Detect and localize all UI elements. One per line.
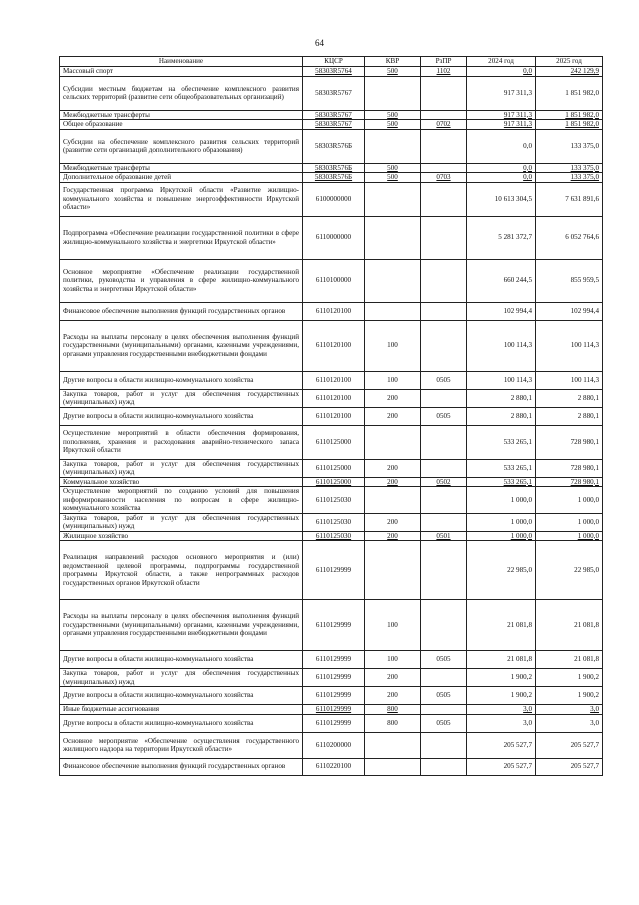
cell-2025: 133 375,0 [536,173,603,183]
cell-kcsr: 58303R576Б [303,173,365,183]
cell-kcsr: 6110125000 [303,459,365,477]
cell-name: Закупка товаров, работ и услуг для обеспечения государственных (муниципальных) нужд [60,513,303,531]
cell-kvr [365,182,421,216]
cell-rzpr: 1102 [421,67,467,77]
cell-kvr: 200 [365,389,421,407]
cell-name: Общее образование [60,120,303,130]
cell-2024: 1 000,0 [467,513,536,531]
cell-kcsr: 6110120100 [303,302,365,320]
table-row [60,732,603,758]
cell-kcsr: 6110129999 [303,651,365,669]
cell-name: Субсидии на обеспечение комплексного развития сельских территорий (развитие сети организаций дополнительного образования) [60,129,303,163]
cell-2024: 533 265,1 [467,477,536,487]
cell-2024: 100 114,3 [467,371,536,389]
cell-kvr [365,129,421,163]
cell-kcsr: 6110129999 [303,705,365,715]
table-row [60,651,603,669]
cell-kcsr: 6110125000 [303,425,365,459]
cell-name: Осуществление мероприятий в области обеспечения формирования, пополнения, хранения и расходования аварийно-технического запаса Иркутской области [60,425,303,459]
cell-2024: 0,0 [467,163,536,173]
cell-kvr: 500 [365,110,421,120]
cell-kcsr: 6110200000 [303,732,365,758]
cell-2025: 7 631 891,6 [536,182,603,216]
cell-2024: 917 311,3 [467,110,536,120]
cell-2024: 533 265,1 [467,459,536,477]
cell-kvr: 200 [365,531,421,541]
cell-kcsr: 6110120100 [303,320,365,371]
cell-kcsr: 6110125000 [303,477,365,487]
cell-name: Межбюджетные трансферты [60,163,303,173]
cell-kvr [365,541,421,600]
cell-rzpr [421,259,467,302]
table-row [60,687,603,705]
cell-2025: 21 081,8 [536,600,603,651]
table-row [60,758,603,775]
table-row [60,76,603,110]
cell-2024: 0,0 [467,129,536,163]
cell-name: Подпрограмма «Обеспечение реализации государственной политики в сфере жилищно-коммунального хозяйства и энергетики Иркутской области» [60,216,303,259]
cell-2025: 6 052 764,6 [536,216,603,259]
cell-2024: 2 880,1 [467,389,536,407]
cell-2025: 728 980,1 [536,477,603,487]
cell-2025: 1 900,2 [536,687,603,705]
table-row [60,600,603,651]
cell-kvr: 500 [365,67,421,77]
cell-kcsr: 6110129999 [303,687,365,705]
cell-2025: 1 851 982,0 [536,76,603,110]
cell-2024: 22 985,0 [467,541,536,600]
cell-kvr [365,259,421,302]
cell-2024: 5 281 372,7 [467,216,536,259]
cell-rzpr: 0505 [421,687,467,705]
cell-2025: 1 900,2 [536,669,603,687]
cell-2025: 1 851 982,0 [536,110,603,120]
cell-2024: 1 900,2 [467,687,536,705]
table-row [60,120,603,130]
cell-name: Основное мероприятие «Обеспечение осуществления государственного жилищного надзора на территории Иркутской области» [60,732,303,758]
cell-kvr: 100 [365,600,421,651]
cell-2024: 10 613 304,5 [467,182,536,216]
cell-2024: 3,0 [467,705,536,715]
cell-kcsr: 58303R5767 [303,76,365,110]
table-row [60,371,603,389]
cell-kcsr: 6110125030 [303,487,365,514]
budget-table [59,56,603,776]
cell-kvr [365,758,421,775]
cell-2024: 917 311,3 [467,120,536,130]
cell-2025: 205 527,7 [536,732,603,758]
cell-2024: 0,0 [467,67,536,77]
table-row [60,216,603,259]
cell-2025: 1 000,0 [536,513,603,531]
cell-2025: 728 980,1 [536,459,603,477]
cell-2024: 1 000,0 [467,531,536,541]
cell-rzpr: 0505 [421,714,467,732]
cell-2025: 242 129,9 [536,67,603,77]
cell-kcsr: 6110120100 [303,371,365,389]
cell-rzpr [421,513,467,531]
table-row [60,513,603,531]
cell-2024: 3,0 [467,714,536,732]
cell-2024: 100 114,3 [467,320,536,371]
cell-2024: 0,0 [467,173,536,183]
cell-kcsr: 6110125030 [303,531,365,541]
cell-name: Другие вопросы в области жилищно-коммунального хозяйства [60,714,303,732]
cell-rzpr [421,487,467,514]
cell-kcsr: 6100000000 [303,182,365,216]
cell-kvr: 500 [365,163,421,173]
cell-rzpr [421,320,467,371]
cell-2025: 2 880,1 [536,389,603,407]
table-row [60,541,603,600]
cell-kvr: 500 [365,120,421,130]
table-row [60,182,603,216]
table-row [60,705,603,715]
cell-rzpr: 0502 [421,477,467,487]
cell-rzpr: 0702 [421,120,467,130]
header-name: Наименование [60,57,303,67]
cell-2024: 205 527,7 [467,732,536,758]
cell-name: Другие вопросы в области жилищно-коммунального хозяйства [60,651,303,669]
cell-2024: 660 244,5 [467,259,536,302]
table-row [60,173,603,183]
cell-name: Реализация направлений расходов основного мероприятия и (или) ведомственной целевой программы, подпрограммы государственной программы Иркутской области, а также непрограммных расходов государственных органов Иркутской области [60,541,303,600]
cell-kvr: 800 [365,714,421,732]
cell-2025: 133 375,0 [536,129,603,163]
cell-2024: 21 081,8 [467,651,536,669]
cell-kvr: 200 [365,687,421,705]
cell-kvr [365,76,421,110]
cell-rzpr [421,216,467,259]
cell-kcsr: 6110125030 [303,513,365,531]
cell-kvr: 200 [365,459,421,477]
cell-kvr: 100 [365,371,421,389]
page-number: 64 [315,38,324,48]
cell-2025: 1 000,0 [536,531,603,541]
cell-rzpr [421,302,467,320]
table-row [60,320,603,371]
cell-kcsr: 58303R576Б [303,163,365,173]
cell-kcsr: 6110220100 [303,758,365,775]
cell-2024: 917 311,3 [467,76,536,110]
cell-2025: 100 114,3 [536,371,603,389]
cell-2024: 1 900,2 [467,669,536,687]
cell-2025: 3,0 [536,705,603,715]
cell-kvr: 100 [365,320,421,371]
table-row [60,669,603,687]
cell-rzpr [421,459,467,477]
cell-kcsr: 6110129999 [303,714,365,732]
cell-2025: 205 527,7 [536,758,603,775]
cell-2025: 2 880,1 [536,407,603,425]
table-row [60,531,603,541]
cell-name: Жилищное хозяйство [60,531,303,541]
cell-2025: 100 114,3 [536,320,603,371]
cell-rzpr [421,129,467,163]
table-row [60,425,603,459]
cell-rzpr: 0703 [421,173,467,183]
cell-kvr: 200 [365,513,421,531]
cell-name: Иные бюджетные ассигнования [60,705,303,715]
cell-kvr: 800 [365,705,421,715]
table-row [60,459,603,477]
table-row [60,477,603,487]
cell-kcsr: 6110129999 [303,541,365,600]
cell-name: Основное мероприятие «Обеспечение реализации государственной политики, руководства и управления в сфере жилищно-коммунального хозяйства и энергетики Иркутской области» [60,259,303,302]
cell-2025: 21 081,8 [536,651,603,669]
cell-name: Массовый спорт [60,67,303,77]
cell-name: Межбюджетные трансферты [60,110,303,120]
cell-rzpr: 0501 [421,531,467,541]
cell-kcsr: 6110120100 [303,407,365,425]
cell-rzpr [421,705,467,715]
header-kvr: КВР [365,57,421,67]
cell-rzpr [421,163,467,173]
cell-kvr: 200 [365,407,421,425]
cell-rzpr [421,182,467,216]
table-row [60,714,603,732]
cell-rzpr [421,669,467,687]
table-row [60,67,603,77]
cell-name: Дополнительное образование детей [60,173,303,183]
cell-kcsr: 6110000000 [303,216,365,259]
cell-2025: 855 959,5 [536,259,603,302]
cell-name: Коммунальное хозяйство [60,477,303,487]
cell-rzpr [421,600,467,651]
cell-rzpr [421,732,467,758]
table-row [60,407,603,425]
cell-2025: 3,0 [536,714,603,732]
cell-2025: 1 000,0 [536,487,603,514]
cell-rzpr [421,425,467,459]
cell-rzpr [421,76,467,110]
cell-name: Осуществление мероприятий по созданию условий для повышения информированности населения по вопросам в сфере жилищно-коммунального хозяйства [60,487,303,514]
table-row [60,163,603,173]
header-rzpr: РзПР [421,57,467,67]
cell-name: Другие вопросы в области жилищно-коммунального хозяйства [60,407,303,425]
cell-name: Закупка товаров, работ и услуг для обеспечения государственных (муниципальных) нужд [60,669,303,687]
cell-name: Расходы на выплаты персоналу в целях обеспечения выполнения функций государственными (муниципальными) органами, казенными учреждениями, органами управления государственными внебюджетными фондами [60,320,303,371]
cell-2025: 22 985,0 [536,541,603,600]
cell-kcsr: 6110129999 [303,669,365,687]
cell-2024: 102 994,4 [467,302,536,320]
cell-kcsr: 58303R576Б [303,129,365,163]
table-row [60,110,603,120]
cell-name: Другие вопросы в области жилищно-коммунального хозяйства [60,371,303,389]
header-2025: 2025 год [536,57,603,67]
cell-kvr [365,216,421,259]
cell-name: Другие вопросы в области жилищно-коммунального хозяйства [60,687,303,705]
cell-rzpr [421,110,467,120]
table-row [60,302,603,320]
cell-2024: 205 527,7 [467,758,536,775]
cell-2025: 133 375,0 [536,163,603,173]
cell-kvr: 500 [365,173,421,183]
cell-rzpr: 0505 [421,651,467,669]
cell-kvr: 200 [365,669,421,687]
table-row [60,487,603,514]
cell-kcsr: 58303R5767 [303,110,365,120]
cell-2024: 21 081,8 [467,600,536,651]
cell-name: Закупка товаров, работ и услуг для обеспечения государственных (муниципальных) нужд [60,389,303,407]
cell-kvr: 200 [365,477,421,487]
cell-2025: 728 980,1 [536,425,603,459]
table-row [60,259,603,302]
cell-kcsr: 58303R5767 [303,120,365,130]
cell-kcsr: 6110129999 [303,600,365,651]
cell-kcsr: 6110100000 [303,259,365,302]
cell-kvr: 100 [365,651,421,669]
cell-2025: 102 994,4 [536,302,603,320]
cell-kvr [365,487,421,514]
cell-name: Расходы на выплаты персоналу в целях обеспечения выполнения функций государственными (муниципальными) органами, казенными учреждениями, органами управления государственными внебюджетными фондами [60,600,303,651]
cell-kvr [365,425,421,459]
table-row [60,129,603,163]
table-row [60,389,603,407]
cell-name: Финансовое обеспечение выполнения функций государственных органов [60,758,303,775]
cell-name: Финансовое обеспечение выполнения функций государственных органов [60,302,303,320]
cell-2024: 2 880,1 [467,407,536,425]
cell-kcsr: 6110120100 [303,389,365,407]
cell-2025: 1 851 982,0 [536,120,603,130]
cell-2024: 533 265,1 [467,425,536,459]
cell-kvr [365,732,421,758]
cell-2024: 1 000,0 [467,487,536,514]
cell-rzpr: 0505 [421,371,467,389]
header-2024: 2024 год [467,57,536,67]
cell-rzpr [421,389,467,407]
cell-name: Закупка товаров, работ и услуг для обеспечения государственных (муниципальных) нужд [60,459,303,477]
cell-kcsr: 58303R5764 [303,67,365,77]
cell-rzpr [421,758,467,775]
cell-kvr [365,302,421,320]
cell-name: Государственная программа Иркутской области «Развитие жилищно-коммунального хозяйства и повышение энергоэффективности Иркутской области» [60,182,303,216]
header-kcsr: КЦСР [303,57,365,67]
cell-rzpr [421,541,467,600]
cell-rzpr: 0505 [421,407,467,425]
table-header-row [60,57,603,67]
cell-name: Субсидии местным бюджетам на обеспечение комплексного развития сельских территорий (развитие сети общеобразовательных организаций) [60,76,303,110]
